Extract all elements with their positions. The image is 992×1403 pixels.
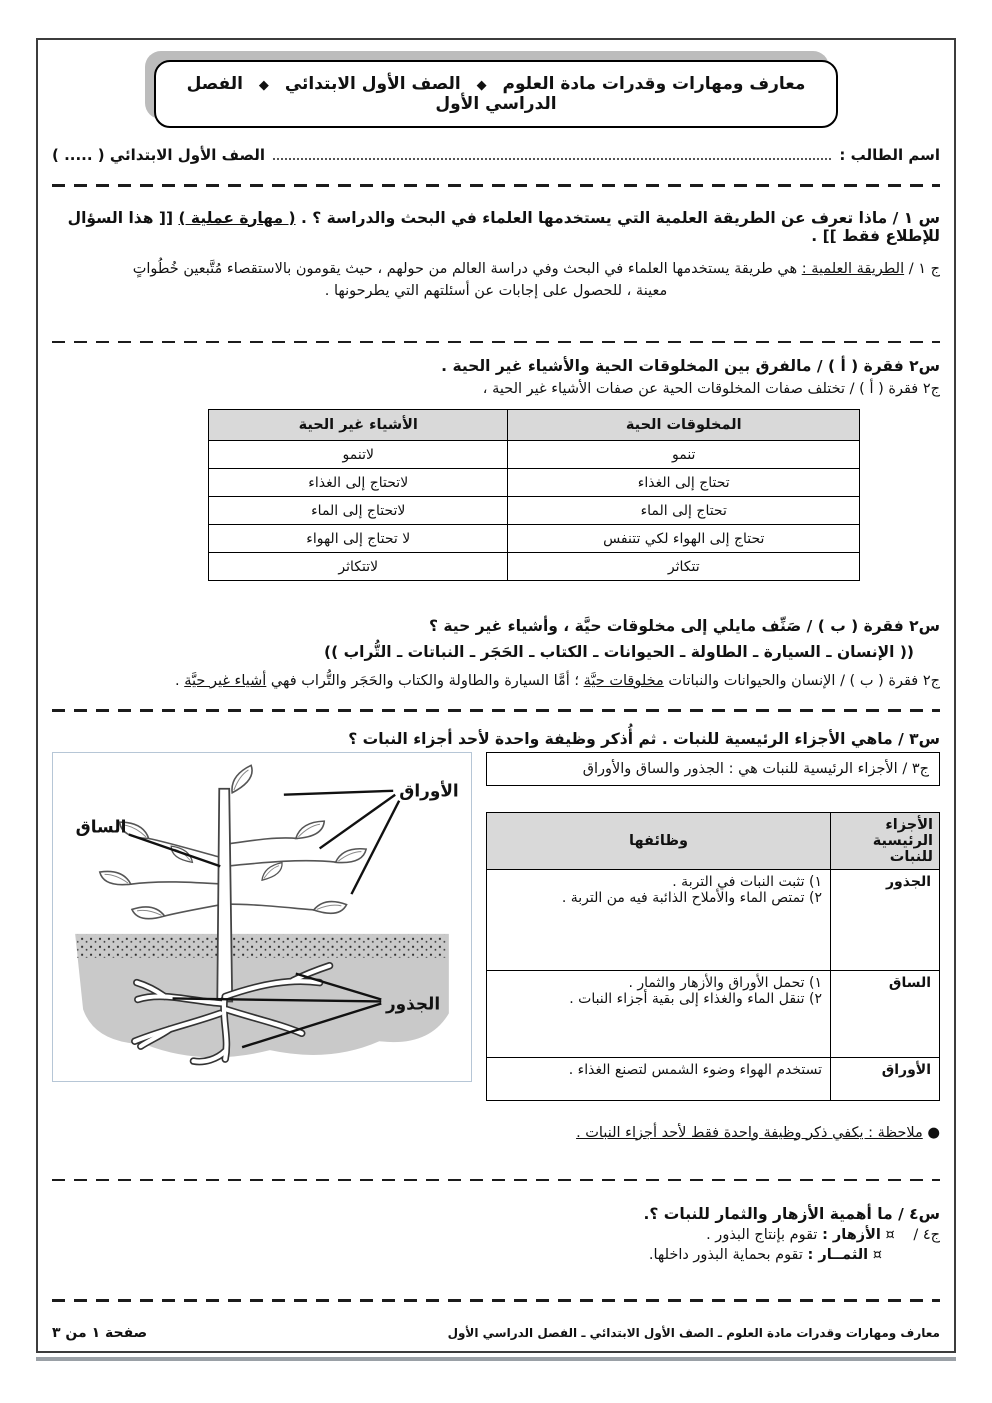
dashed-separator [52, 709, 940, 712]
plant-diagram-image [53, 753, 471, 1077]
part-functions [487, 869, 831, 970]
dashed-separator [52, 1299, 940, 1302]
answer-4-line-1 [52, 1227, 940, 1243]
answer-1-line-2: معينة ، للحصول على إجابات عن أسئلتهم التي يطرحونها . [324, 282, 668, 299]
part-name-roots: الجذور [831, 869, 940, 970]
worksheet-page [52, 50, 940, 1343]
worksheet-title-box [154, 60, 838, 128]
dashed-separator [52, 184, 940, 187]
class-label: الصف الأول الابتدائي ( ..... ) [52, 146, 266, 164]
a4-flowers-term: الأزهار : [822, 1227, 881, 1243]
title-part-term: الفصل الدراسي الأول [186, 74, 557, 114]
part-name-leaves: الأوراق [831, 1057, 940, 1100]
function-line: تستخدم الهواء وضوء الشمس لتصنع الغذاء . [568, 1061, 822, 1078]
table-cell: لا تحتاج إلى الهواء [209, 525, 508, 553]
answer-2a: ج٢ فقرة ( أ ) / تختلف صفات المخلوقات الحية عن صفات الأشياء غير الحية ، [482, 381, 940, 397]
dashed-separator [52, 341, 940, 344]
col-header-functions: وظائفها [487, 812, 831, 869]
page-footer [52, 1325, 940, 1341]
answer-4-line-2 [52, 1247, 882, 1263]
table-cell: تحتاج إلى الغذاء [508, 469, 860, 497]
diagram-label-leaves: الأوراق [399, 780, 459, 801]
diagram-label-roots: الجذور [386, 992, 441, 1013]
a2b-mid: ؛ أمَّا السيارة والطاولة والكتاب والحَجَر والتُّراب فهي [270, 673, 580, 689]
function-line: ٢) تمتص الماء والأملاح الذائبة فيه من التربة . [561, 889, 822, 906]
a2b-nonliving-term: أشياء غير حيَّة [184, 673, 267, 689]
footer-title: معارف ومهارات وقدرات مادة العلوم ـ الصف الأول الابتدائي ـ الفصل الدراسي الأول [447, 1326, 940, 1340]
answer-1-line-1 [52, 261, 940, 277]
answer-3-box: ج٣ / الأجزاء الرئيسية للنبات هي : الجذور والساق والأوراق [486, 752, 940, 786]
q3-right-column [486, 752, 940, 1141]
student-name-label: اسم الطالب : [839, 146, 940, 164]
plant-branches [131, 837, 338, 915]
a4-fruits-term: الثمــار : [807, 1247, 869, 1263]
diamond-icon: ◆ [476, 78, 487, 93]
a1-prefix: ج ١ / [908, 260, 940, 277]
table-cell: تنمو [508, 441, 860, 469]
table-cell: تحتاج إلى الهواء لكي تتنفس [508, 525, 860, 553]
function-line: ٢) تنقل الماء والغذاء إلى بقية أجزاء النبات . [569, 990, 822, 1007]
table-row [209, 553, 860, 581]
question-4: س٤ / ما أهمية الأزهار والثمار للنبات ؟. [643, 1205, 940, 1223]
dashed-separator [52, 1179, 940, 1182]
a1-term: الطريقة العلمية : [801, 260, 905, 277]
note-text: ملاحظة : يكفي ذكر وظيفة واحدة فقط لأحد أجزاء النبات . [576, 1124, 923, 1141]
table-cell: لاتنمو [209, 441, 508, 469]
a2b-living-term: مخلوقات حيَّة [583, 673, 664, 689]
a1-text-1: هي طريقة يستخدمها العلماء في البحث وفي دراسة العالم من حولهم ، حيث يقومون بالاستقصاء مُتَّبعين خُطُواتٍ [132, 260, 798, 277]
table-header-row [487, 812, 940, 869]
question-2b: س٢ فقرة ( ب ) / صَنِّف مايلي إلى مخلوقات حيَّة ، وأشياء غير حية ؟ [429, 617, 940, 635]
plant-parts-functions-table [486, 812, 940, 1101]
plant-diagram-figure [52, 752, 472, 1082]
question-2a: س٢ فقرة ( أ ) / مالفرق بين المخلوقات الحية والأشياء غير الحية . [441, 357, 940, 375]
part-functions [487, 1057, 831, 1100]
col-header-nonliving: الأشياء غير الحية [209, 410, 508, 441]
part-name-stem: الساق [831, 970, 940, 1057]
bullet-icon: ● [927, 1124, 940, 1141]
part-functions [487, 970, 831, 1057]
table-header-row [209, 410, 860, 441]
table-cell: تتكاثر [508, 553, 860, 581]
page-bottom-shadow [36, 1357, 956, 1361]
student-name-blank [273, 144, 831, 160]
a4-flowers-text: تقوم بإنتاج البذور . [706, 1227, 818, 1243]
plant-stem [217, 788, 232, 1001]
square-bullet-icon: ¤ [872, 1247, 882, 1263]
question-1 [52, 209, 940, 245]
student-name-row [52, 144, 940, 164]
answer-2b [52, 673, 940, 689]
q1-skill-tag: ( مهارة عملية ) [178, 208, 296, 227]
note-line [486, 1125, 940, 1141]
table-cell: لاتتكاثر [209, 553, 508, 581]
col-header-living: المخلوقات الحية [508, 410, 860, 441]
table-row [209, 441, 860, 469]
title-part-grade: الصف الأول الابتدائي [284, 74, 461, 94]
table-row [487, 869, 940, 970]
a4-fruits-text: تقوم بحماية البذور داخلها. [648, 1247, 803, 1263]
table-row [487, 1057, 940, 1100]
a4-prefix: ج٤ / [913, 1227, 940, 1243]
diagram-label-stem: الساق [75, 816, 127, 837]
table-cell: لاتحتاج إلى الماء [209, 497, 508, 525]
table-row [209, 497, 860, 525]
table-cell: تحتاج إلى الماء [508, 497, 860, 525]
function-line: ١) تحمل الأوراق والأزهار والثمار . [628, 974, 822, 991]
a2b-prefix: ج٢ فقرة ( ب ) / الإنسان والحيوانات والنباتات [668, 673, 940, 689]
question-3: س٣ / ماهي الأجزاء الرئيسية للنبات . ثم أُذكر وظيفة واحدة لأحد أجزاء النبات ؟ [348, 729, 940, 748]
page-number: صفحة ١ من ٣ [52, 1325, 148, 1341]
title-part-subject: معارف ومهارات وقدرات مادة العلوم [502, 74, 806, 94]
q2b-items-list: (( الإنسان ـ السيارة ـ الطاولة ـ الحيوانات ـ الكتاب ـ الحَجَر ـ النباتات ـ التُّراب )) [324, 643, 914, 661]
table-row [209, 469, 860, 497]
table-cell: لاتحتاج إلى الغذاء [209, 469, 508, 497]
living-vs-nonliving-table [208, 409, 860, 581]
table-row [487, 970, 940, 1057]
q3-content-row [52, 752, 940, 1141]
function-line: ١) تثبت النبات في التربة . [672, 873, 822, 890]
a2b-suffix: . [175, 673, 180, 689]
diamond-icon: ◆ [258, 78, 269, 93]
square-bullet-icon: ¤ [885, 1227, 895, 1243]
q1-review-note: [[ هذا السؤال للإطلاع فقط ]] . [67, 208, 940, 245]
q1-text: س ١ / ماذا تعرف عن الطريقة العلمية التي يستخدمها العلماء في البحث والدراسة ؟ . [300, 208, 940, 227]
table-row [209, 525, 860, 553]
col-header-parts: الأجزاء الرئيسية للنبات [831, 812, 940, 869]
